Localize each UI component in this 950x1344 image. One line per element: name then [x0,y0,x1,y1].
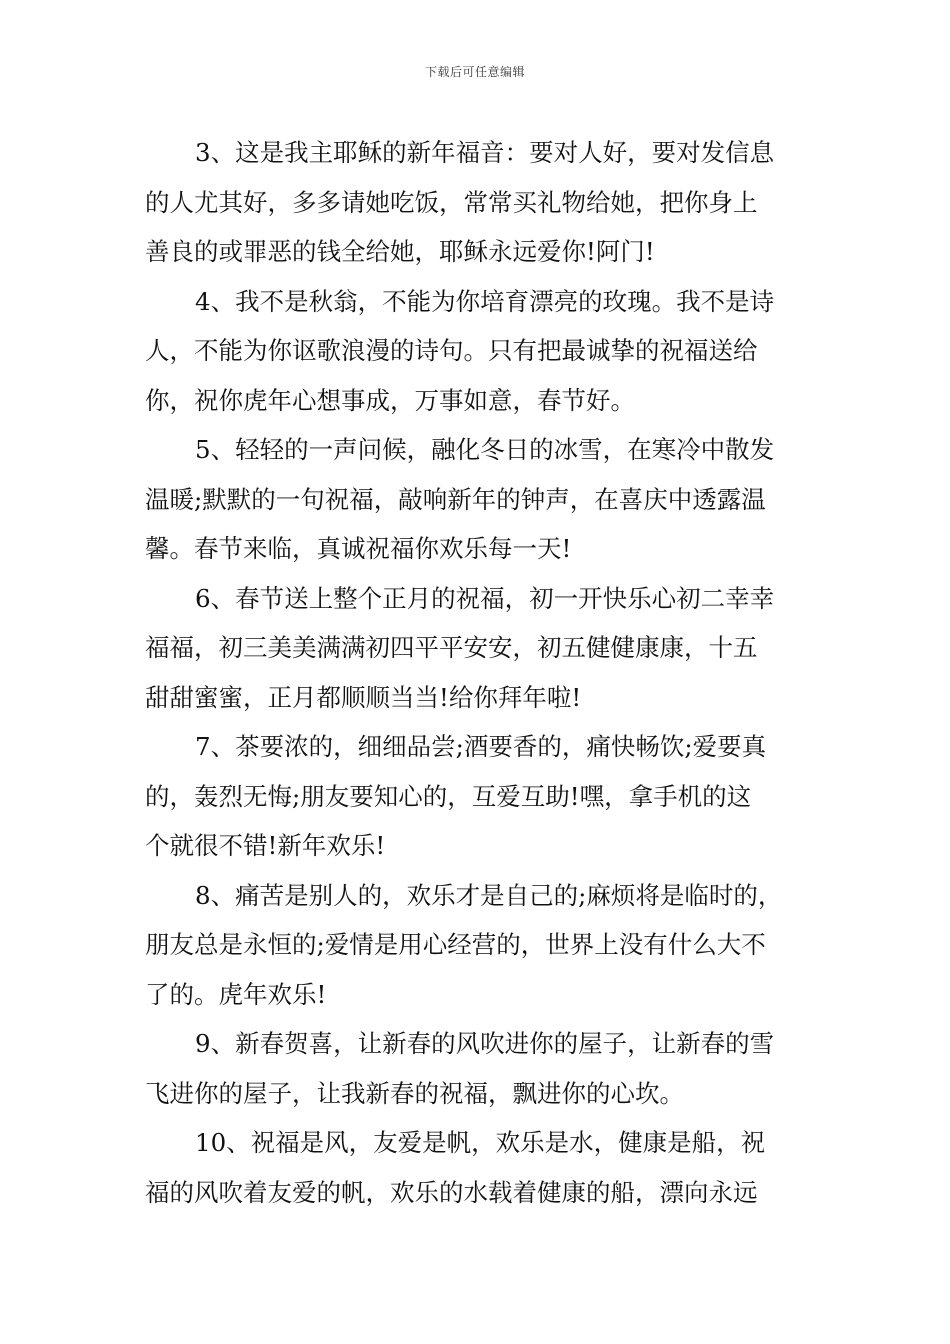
paragraph-line: 甜甜蜜蜜，正月都顺顺当当!给你拜年啦! [145,682,582,712]
paragraph-line: 福福，初三美美满满初四平平安安，初五健健康康，十五 [145,633,758,662]
paragraph-line: 3、这是我主耶稣的新年福音：要对人好，要对发信息 [195,138,775,167]
page-header: 下载后可任意编辑 [424,65,525,79]
paragraph-line: 了的。虎年欢乐! [145,979,327,1009]
paragraph-line: 5、轻轻的一声问候，融化冬日的冰雪，在寒冷中散发 [195,435,775,464]
paragraph-line: 7、茶要浓的，细细品尝;酒要香的，痛快畅饮;爱要真 [195,732,767,761]
paragraph-8 [145,871,815,1020]
paragraph-line: 6、春节送上整个正月的祝福，初一开快乐心初二幸幸 [195,583,775,613]
paragraph-line: 10、祝福是风，友爱是帆，欢乐是水，健康是船，祝 [195,1128,766,1157]
paragraph-10 [145,1118,815,1217]
document-body [145,128,815,1217]
paragraph-line: 9、新春贺喜，让新春的风吹进你的屋子，让新春的雪 [195,1029,775,1058]
paragraph-6 [145,574,815,723]
paragraph-line: 人，不能为你讴歌浪漫的诗句。只有把最诚挚的祝福送给 [145,336,758,365]
paragraph-3 [145,128,815,277]
paragraph-line: 个就很不错!新年欢乐! [145,831,386,860]
paragraph-line: 福的风吹着友爱的帆，欢乐的水载着健康的船，漂向永远 [145,1177,758,1207]
paragraph-line: 8、痛苦是别人的，欢乐才是自己的;麻烦将是临时的， [195,880,783,910]
paragraph-line: 善良的或罪恶的钱全给她，耶稣永远爱你!阿门! [145,237,655,266]
paragraph-line: 馨。春节来临，真诚祝福你欢乐每一天! [145,534,572,563]
paragraph-7 [145,722,815,871]
paragraph-line: 4、我不是秋翁，不能为你培育漂亮的玫瑰。我不是诗 [195,286,775,316]
paragraph-line: 温暖;默默的一句祝福，敲响新年的钟声，在喜庆中透露温 [145,484,766,514]
paragraph-line: 的，轰烈无悔;朋友要知心的，互爱互助!嘿，拿手机的这 [145,781,752,811]
paragraph-9 [145,1019,815,1118]
paragraph-line: 飞进你的屋子，让我新春的祝福，飘进你的心坎。 [145,1078,684,1108]
paragraph-line: 你，祝你虎年心想事成，万事如意，春节好。 [145,385,635,415]
paragraph-line: 的人尤其好，多多请她吃饭，常常买礼物给她，把你身上 [145,187,758,217]
paragraph-5 [145,425,815,574]
paragraph-line: 朋友总是永恒的;爱情是用心经营的，世界上没有什么大不 [145,930,766,959]
paragraph-4 [145,277,815,426]
